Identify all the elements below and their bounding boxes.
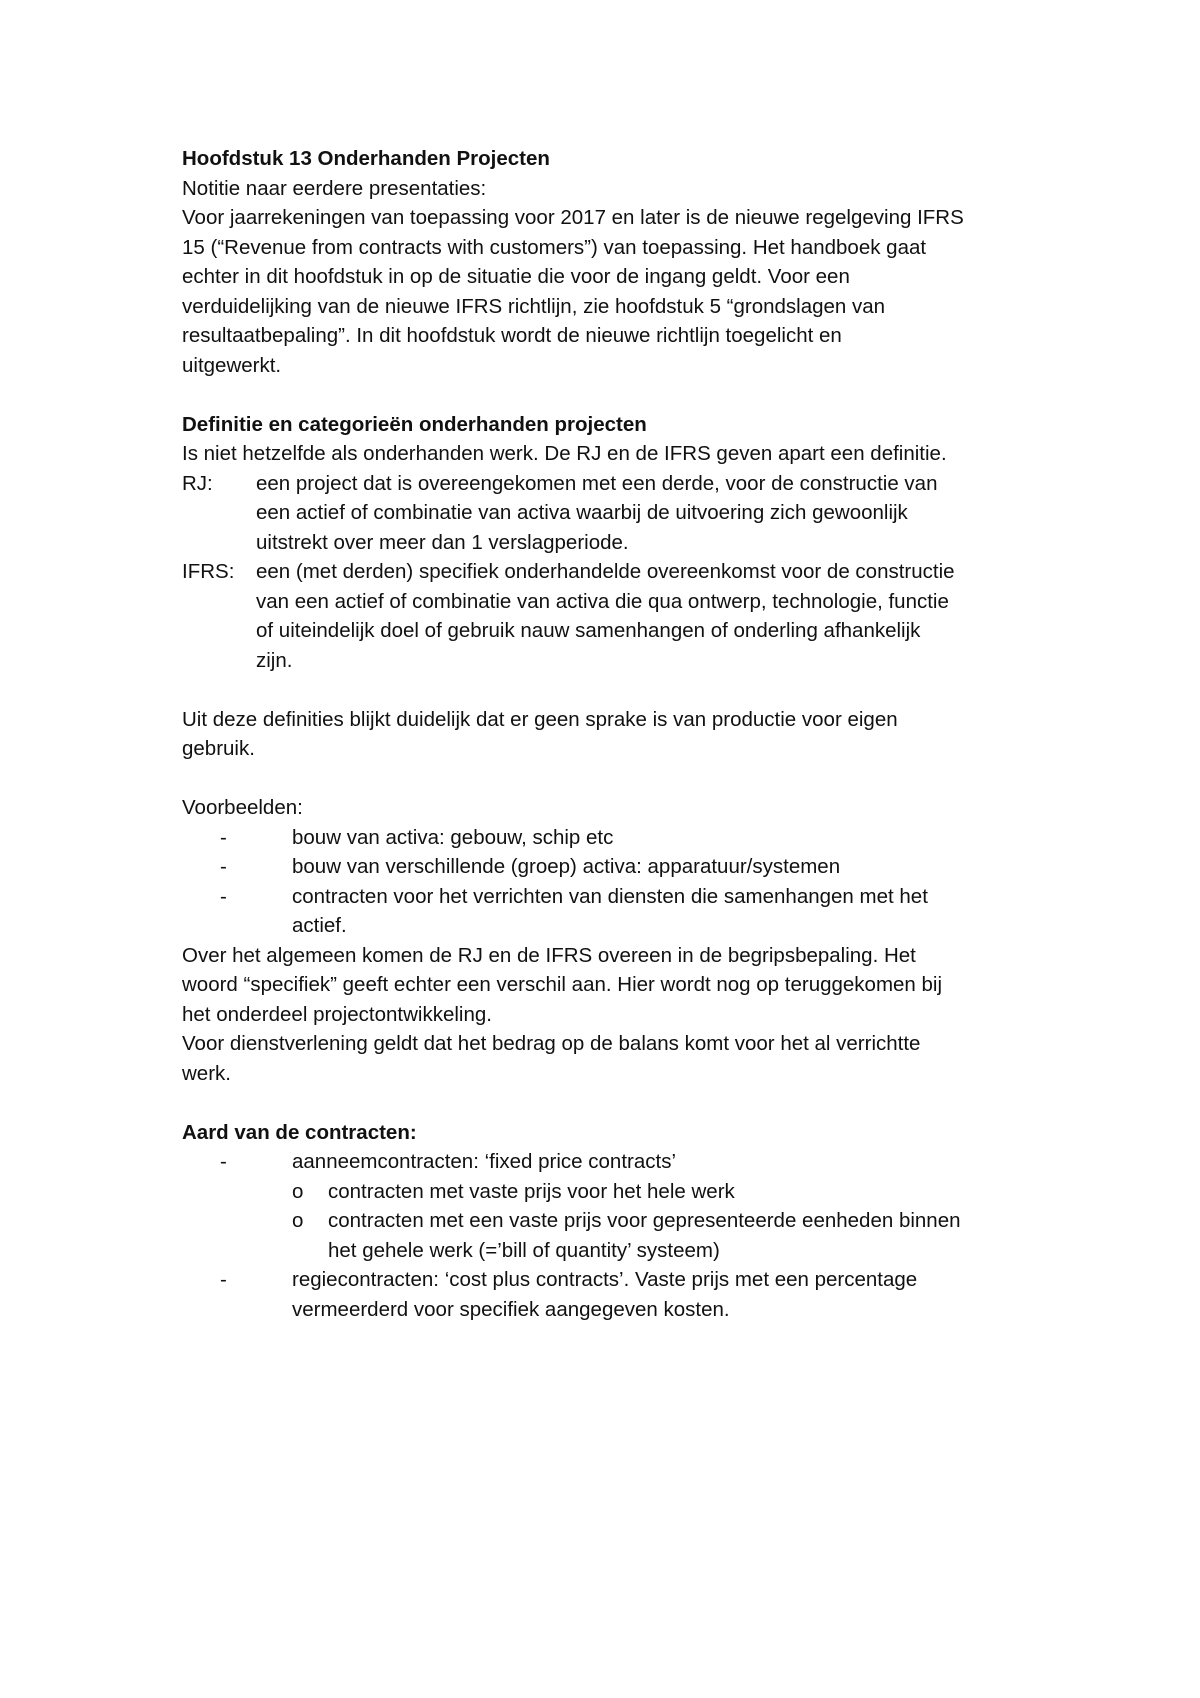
list-item [182,852,1062,882]
dash-bullet-icon: - [220,1150,227,1173]
dash-bullet-icon: - [220,855,227,878]
definition-line: een actief of combinatie van activa waarbij de uitvoering zich gewoonlijk [256,501,908,524]
conclusion-line: Uit deze definities blijkt duidelijk dat er geen sprake is van productie voor eigen [182,707,898,731]
paragraph-line: Voor dienstverlening geldt dat het bedrag op de balans komt voor het al verrichtte [182,1032,921,1055]
list-item-text: aanneemcontracten: ‘fixed price contracts’ [292,1150,677,1173]
definition-term: RJ: [182,471,213,495]
list-item-text: bouw van activa: gebouw, schip etc [292,825,614,849]
sub-list-item [292,1206,1062,1265]
dash-bullet-icon: - [220,884,227,908]
spacer [182,1088,1062,1118]
list-item [182,882,1062,941]
intro-line: verduidelijking van de nieuwe IFRS richtlijn, zie hoofdstuk 5 “grondslagen van [182,294,886,318]
list-item-text: contracten voor het verrichten van diensten die samenhangen met het [292,884,928,908]
list-item [182,1147,1062,1177]
definition-line: van een actief of combinatie van activa die qua ontwerp, technologie, functie [256,589,949,613]
intro-line: 15 (“Revenue from contracts with customers”) van toepassing. Het handboek gaat [182,235,927,259]
definition-line: uitstrekt over meer dan 1 verslagperiode. [256,530,629,554]
definition-line: een (met derden) specifiek onderhandelde overeenkomst voor de constructie [256,560,955,583]
page-title: Hoofdstuk 13 Onderhanden Projecten [182,147,550,170]
dash-bullet-icon: - [220,1268,227,1291]
paragraph-line: woord “specifiek” geeft echter een verschil aan. Hier wordt nog op teruggekomen bij [182,973,943,996]
list-item-text: vermeerderd voor specifiek aangegeven kosten. [292,1297,730,1321]
definition-rj [182,469,1062,558]
spacer [182,380,1062,410]
definition-line: een project dat is overeengekomen met een derde, voor de constructie van [256,471,938,495]
paragraph-line: werk. [182,1061,231,1085]
sub-list-item-text: het gehele werk (=’bill of quantity’ systeem) [328,1238,720,1262]
circle-bullet-icon: o [292,1209,304,1232]
paragraph-line: Over het algemeen komen de RJ en de IFRS overeen in de begripsbepaling. Het [182,943,916,967]
intro-line: uitgewerkt. [182,353,282,377]
list-item [182,1265,1062,1324]
definition-ifrs [182,557,1062,675]
examples-after-paragraph [182,941,1062,1089]
definitions-lead: Is niet hetzelfde als onderhanden werk. De RJ en de IFRS geven apart een definitie. [182,442,947,465]
contracts-heading: Aard van de contracten: [182,1120,417,1144]
spacer [182,764,1062,794]
intro-paragraph [182,203,1062,380]
paragraph-line: het onderdeel projectontwikkeling. [182,1002,492,1026]
intro-line: Voor jaarrekeningen van toepassing voor 2017 en later is de nieuwe regelgeving IFRS [182,206,964,229]
examples-heading: Voorbeelden: [182,796,303,819]
intro-line: resultaatbepaling”. In dit hoofdstuk wordt de nieuwe richtlijn toegelicht en [182,324,842,347]
dash-bullet-icon: - [220,825,227,849]
list-item [182,823,1062,853]
sub-list-item [292,1177,1062,1207]
definition-text [256,469,1062,558]
definition-text [256,557,1062,675]
definition-term: IFRS: [182,560,235,583]
sub-list-item-text: contracten met vaste prijs voor het hele werk [328,1179,735,1203]
definition-line: of uiteindelijk doel of gebruik nauw samenhangen of onderling afhankelijk [256,619,921,642]
spacer [182,675,1062,705]
list-item-text: regiecontracten: ‘cost plus contracts’. Vaste prijs met een percentage [292,1268,918,1291]
circle-bullet-icon: o [292,1179,304,1203]
definition-line: zijn. [256,648,293,672]
list-item-text: actief. [292,914,347,937]
definitions-conclusion [182,705,1062,764]
list-item-text: bouw van verschillende (groep) activa: apparatuur/systemen [292,855,841,878]
conclusion-line: gebruik. [182,737,255,760]
intro-subtitle: Notitie naar eerdere presentaties: [182,176,487,200]
sub-list-item-text: contracten met een vaste prijs voor gepresenteerde eenheden binnen [328,1209,961,1232]
intro-line: echter in dit hoofdstuk in op de situatie die voor de ingang geldt. Voor een [182,265,850,288]
document-page [182,144,1062,1324]
definitions-heading: Definitie en categorieën onderhanden projecten [182,412,647,436]
